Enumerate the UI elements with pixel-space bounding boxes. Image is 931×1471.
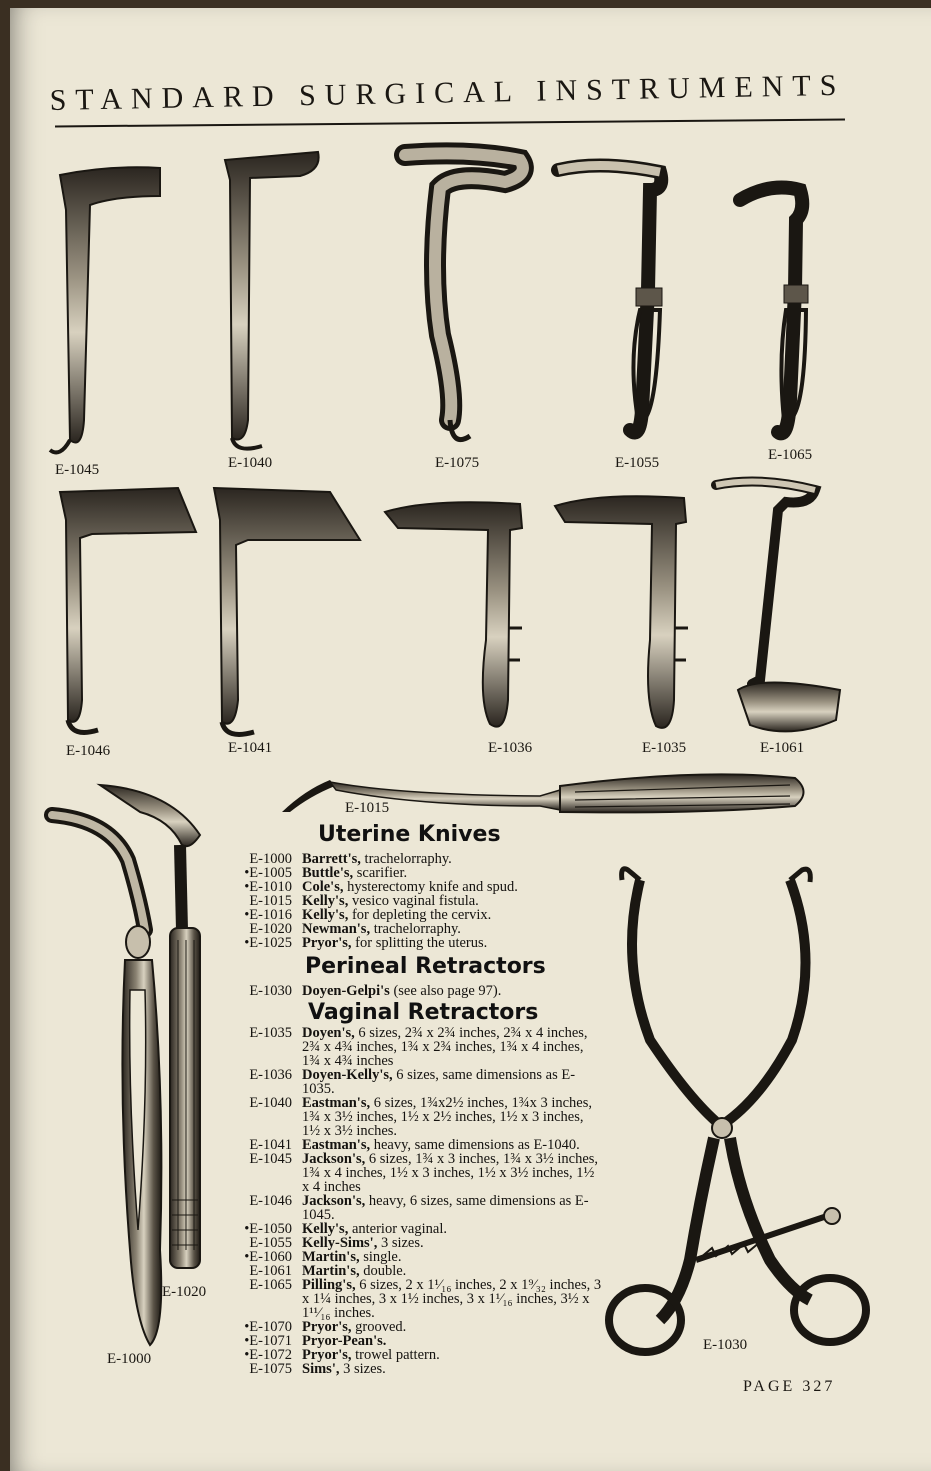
- page-number: PAGE 327: [743, 1378, 836, 1395]
- list-item: [230, 1222, 602, 1236]
- item-text: 6 sizes, 2¾ x 2¾ inches, 2¾ x 4 inches, 2¾ x 4¾ inches, 1¾ x 2¾ inches, 1¾ x 4 inches, 1¾ x 4¾ inches: [302, 1025, 588, 1069]
- list-item: [230, 1362, 602, 1376]
- item-text: single.: [363, 1249, 402, 1265]
- list-item: [230, 1138, 602, 1152]
- item-code: E-1015: [249, 893, 292, 909]
- item-text: heavy, same dimensions as E-1040.: [373, 1137, 580, 1153]
- list-item: [230, 936, 602, 950]
- retractor-e1041: [214, 488, 360, 734]
- retractor-e1036: [385, 502, 522, 726]
- figure-label-e1075: E-1075: [435, 455, 480, 471]
- item-code: •E-1060: [244, 1249, 292, 1265]
- list-item: [230, 1278, 602, 1320]
- list-item: [230, 984, 602, 998]
- vaginal-retractors-list: [230, 1026, 602, 1376]
- item-text: heavy, 6 sizes, same dimensions as E-1045.: [302, 1193, 589, 1223]
- item-text: for splitting the uterus.: [355, 935, 488, 951]
- list-item: [230, 922, 602, 936]
- item-name: Doyen's,: [302, 1025, 355, 1041]
- item-code: E-1065: [249, 1277, 292, 1293]
- list-item: [230, 1250, 602, 1264]
- item-code: E-1075: [249, 1361, 292, 1377]
- list-item: [230, 1348, 602, 1362]
- item-text: trachelorraphy.: [373, 921, 461, 937]
- item-code: E-1041: [249, 1137, 292, 1153]
- item-name: Pryor's,: [302, 1347, 352, 1363]
- item-code: E-1061: [249, 1263, 292, 1279]
- list-item: [230, 852, 602, 866]
- item-name: Doyen-Gelpi's: [302, 983, 390, 999]
- item-name: Martin's,: [302, 1263, 360, 1279]
- figure-label-e1045: E-1045: [55, 462, 100, 478]
- list-item: [230, 1320, 602, 1334]
- item-code: E-1055: [249, 1235, 292, 1251]
- item-code: •E-1050: [244, 1221, 292, 1237]
- item-text: trachelorraphy.: [364, 851, 452, 867]
- item-name: Kelly's,: [302, 1221, 349, 1237]
- figure-label-e1015: E-1015: [345, 800, 390, 816]
- figure-label-e1035: E-1035: [642, 740, 687, 756]
- item-code: E-1040: [249, 1095, 292, 1111]
- section-title-perineal-retractors: Perineal Retractors: [305, 954, 546, 979]
- item-code: E-1035: [249, 1025, 292, 1041]
- retractor-e1040: [225, 152, 319, 449]
- item-code: E-1046: [249, 1193, 292, 1209]
- figure-label-e1036: E-1036: [488, 740, 533, 756]
- item-code: •E-1005: [244, 865, 292, 881]
- section-title-uterine-knives: Uterine Knives: [318, 822, 501, 847]
- list-item: [230, 1236, 602, 1250]
- item-code: •E-1025: [244, 935, 292, 951]
- item-text: anterior vaginal.: [351, 1221, 447, 1237]
- item-name: Kelly's,: [302, 907, 349, 923]
- item-code: E-1045: [249, 1151, 292, 1167]
- section-title-vaginal-retractors: Vaginal Retractors: [308, 1000, 539, 1025]
- item-code: E-1020: [249, 921, 292, 937]
- item-code: E-1030: [249, 983, 292, 999]
- figure-label-e1046: E-1046: [66, 743, 111, 759]
- item-code: E-1000: [249, 851, 292, 867]
- list-item: [230, 1194, 602, 1222]
- item-name: Pryor-Pean's.: [302, 1333, 387, 1349]
- list-item: [230, 894, 602, 908]
- figure-label-e1055: E-1055: [615, 455, 660, 471]
- item-text: (see also page 97).: [393, 983, 502, 999]
- item-name: Kelly-Sims',: [302, 1235, 378, 1251]
- item-text: 6 sizes, same dimensions as E-1035.: [302, 1067, 576, 1097]
- item-name: Eastman's,: [302, 1095, 371, 1111]
- item-name: Jackson's,: [302, 1193, 366, 1209]
- item-text: trowel pattern.: [355, 1347, 440, 1363]
- item-text: 3 sizes.: [343, 1361, 386, 1377]
- item-text: double.: [363, 1263, 407, 1279]
- retractor-e1075: [405, 153, 523, 439]
- item-name: Sims',: [302, 1361, 340, 1377]
- list-item: [230, 866, 602, 880]
- retractor-e1046: [60, 488, 196, 732]
- list-item: [230, 1152, 602, 1194]
- retractor-e1045: [50, 167, 160, 452]
- list-item: [230, 1264, 602, 1278]
- item-name: Martin's,: [302, 1249, 360, 1265]
- item-text: vesico vaginal fistula.: [351, 893, 479, 909]
- item-code: •E-1071: [244, 1333, 292, 1349]
- page-header: STANDARD SURGICAL INSTRUMENTS: [49, 68, 846, 118]
- list-item: [230, 1334, 602, 1348]
- figure-label-e1065: E-1065: [768, 447, 813, 463]
- item-name: Newman's,: [302, 921, 371, 937]
- list-item: [230, 880, 602, 894]
- item-text: grooved.: [355, 1319, 407, 1335]
- retractor-e1061: [716, 481, 840, 731]
- item-name: Barrett's,: [302, 851, 361, 867]
- item-text: 6 sizes, 2 x 1¹⁄₁₆ inches, 2 x 1⁹⁄₃₂ inches, 3 x 1¼ inches, 3 x 1½ inches, 3 x 1¹⁄₁₆ inches, 3½ x 1¹¹⁄₁₆ inches.: [302, 1277, 602, 1321]
- item-text: 3 sizes.: [380, 1235, 424, 1251]
- item-name: Pryor's,: [302, 1319, 352, 1335]
- list-item: [230, 1026, 602, 1068]
- item-text: scarifier.: [356, 865, 408, 881]
- list-item: [230, 1096, 602, 1138]
- perineal-retractors-list: [230, 984, 602, 998]
- figure-label-e1020: E-1020: [162, 1284, 207, 1300]
- item-name: Doyen-Kelly's,: [302, 1067, 393, 1083]
- figure-label-e1040: E-1040: [228, 455, 273, 471]
- item-name: Jackson's,: [302, 1151, 366, 1167]
- retractor-e1030: [609, 869, 866, 1352]
- retractor-e1065: [740, 188, 808, 434]
- uterine-knives-list: [230, 852, 602, 950]
- item-name: Pryor's,: [302, 935, 352, 951]
- figure-label-e1061: E-1061: [760, 740, 805, 756]
- knife-e1000: [52, 815, 161, 1345]
- item-name: Kelly's,: [302, 893, 349, 909]
- item-code: •E-1016: [244, 907, 292, 923]
- item-code: •E-1072: [244, 1347, 292, 1363]
- item-text: for depleting the cervix.: [351, 907, 492, 923]
- item-name: Buttle's,: [302, 865, 354, 881]
- item-name: Eastman's,: [302, 1137, 371, 1153]
- item-text: 6 sizes, 1¾x2½ inches, 1¾x 3 inches, 1¾ x 3½ inches, 1½ x 2½ inches, 1½ x 3 inches, 1½ x 3½ inches.: [302, 1095, 592, 1139]
- item-text: 6 sizes, 1¾ x 3 inches, 1¾ x 3½ inches, 1¾ x 4 inches, 1½ x 3 inches, 1½ x 3½ inches, 1½ x 4 inches: [302, 1151, 599, 1195]
- item-code: •E-1070: [244, 1319, 292, 1335]
- list-item: [230, 1068, 602, 1096]
- item-code: E-1036: [249, 1067, 292, 1083]
- retractor-e1035: [555, 496, 688, 728]
- list-item: [230, 908, 602, 922]
- figure-label-e1041: E-1041: [228, 740, 273, 756]
- item-name: Pilling's,: [302, 1277, 356, 1293]
- figure-label-e1030: E-1030: [703, 1337, 748, 1353]
- item-name: Cole's,: [302, 879, 344, 895]
- retractor-e1055: [558, 165, 662, 432]
- item-code: •E-1010: [244, 879, 292, 895]
- figure-label-e1000: E-1000: [107, 1351, 152, 1367]
- item-text: hysterectomy knife and spud.: [347, 879, 518, 895]
